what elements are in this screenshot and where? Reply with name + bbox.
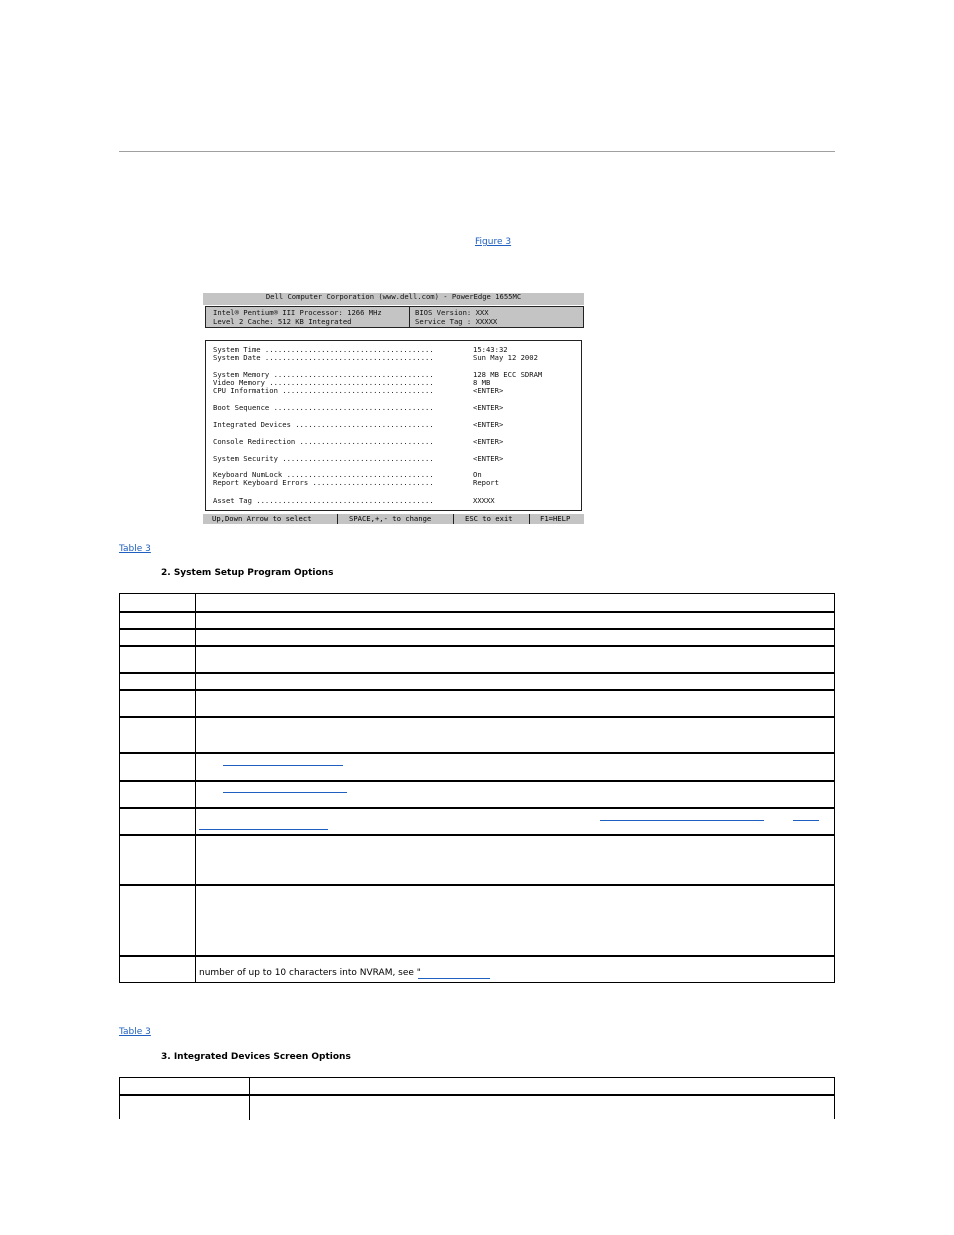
- link-underline[interactable]: [418, 978, 490, 979]
- table-row-divider: [120, 689, 834, 691]
- table-3-link-2[interactable]: Table 3: [119, 1027, 151, 1037]
- link-underline[interactable]: [223, 765, 343, 766]
- bios-row-boot-sequence: Boot Sequence ..................................... <ENTER>: [213, 403, 504, 412]
- bios-row-cpu-information: CPU Information ................................... <ENTER>: [213, 386, 504, 395]
- table-column-divider: [249, 1078, 250, 1120]
- link-underline[interactable]: [199, 829, 328, 830]
- bios-row-console-redirection: Console Redirection ............................... <ENTER>: [213, 437, 504, 446]
- bios-info-panel: [205, 306, 584, 328]
- table-row-divider: [120, 834, 834, 836]
- table-3-link-1[interactable]: Table 3: [119, 544, 151, 554]
- bios-row-integrated-devices: Integrated Devices ................................ <ENTER>: [213, 420, 504, 429]
- bios-title-bar: Dell Computer Corporation (www.dell.com) - PowerEdge 1655MC: [203, 293, 584, 305]
- bios-footer-navigate: Up,Down Arrow to select: [212, 514, 312, 523]
- bios-row-keyboard-numlock: Keyboard NumLock .................................. On: [213, 470, 482, 479]
- table-row-divider: [120, 752, 834, 754]
- bios-version-info: BIOS Version: XXX Service Tag : XXXXX: [415, 308, 498, 326]
- bios-options-panel: [205, 340, 582, 511]
- table-row-divider: [120, 645, 834, 647]
- bios-footer-change: SPACE,+,- to change: [349, 514, 432, 523]
- figure-3-link[interactable]: Figure 3: [475, 237, 512, 247]
- link-underline[interactable]: [223, 792, 347, 793]
- bios-footer-separator: [453, 514, 454, 524]
- bios-row-system-time: System Time ....................................... 15:43:32: [213, 345, 508, 354]
- table-row-divider: [120, 884, 834, 886]
- table-row-divider: [120, 716, 834, 718]
- table-row-divider: [120, 955, 834, 957]
- bios-info-divider: [409, 307, 410, 327]
- bios-footer-help: F1=HELP: [540, 514, 571, 523]
- table-2-caption: 2. System Setup Program Options: [161, 568, 334, 578]
- horizontal-rule: [119, 151, 835, 152]
- table-column-divider: [195, 594, 196, 982]
- table-row-divider: [120, 672, 834, 674]
- system-setup-screenshot: [203, 293, 584, 524]
- bios-processor-info: Intel® Pentium® III Processor: 1266 MHz Level 2 Cache: 512 KB Integrated: [213, 308, 382, 326]
- link-underline[interactable]: [600, 820, 764, 821]
- system-setup-options-table: [119, 593, 835, 983]
- table-row-divider: [120, 1094, 834, 1096]
- bios-footer-separator: [529, 514, 530, 524]
- asset-tag-description: number of up to 10 characters into NVRAM, see ": [199, 968, 421, 978]
- table-3-caption: 3. Integrated Devices Screen Options: [161, 1052, 351, 1062]
- bios-row-system-security: System Security ................................... <ENTER>: [213, 454, 504, 463]
- table-row-divider: [120, 807, 834, 809]
- bios-footer-separator: [337, 514, 338, 524]
- link-underline[interactable]: [793, 820, 819, 821]
- bios-row-report-keyboard-errors: Report Keyboard Errors ............................ Report: [213, 478, 499, 487]
- bios-row-video-memory: Video Memory ...................................... 8 MB: [213, 378, 491, 387]
- bios-row-asset-tag: Asset Tag ......................................... XXXXX: [213, 496, 495, 505]
- integrated-devices-table: [119, 1077, 835, 1119]
- bios-footer-bar: [203, 514, 584, 524]
- table-row-divider: [120, 611, 834, 613]
- table-row-divider: [120, 628, 834, 630]
- bios-row-system-date: System Date ....................................... Sun May 12 2002: [213, 353, 538, 362]
- bios-row-system-memory: System Memory ..................................... 128 MB ECC SDRAM: [213, 370, 543, 379]
- bios-footer-exit: ESC to exit: [465, 514, 513, 523]
- table-row-divider: [120, 780, 834, 782]
